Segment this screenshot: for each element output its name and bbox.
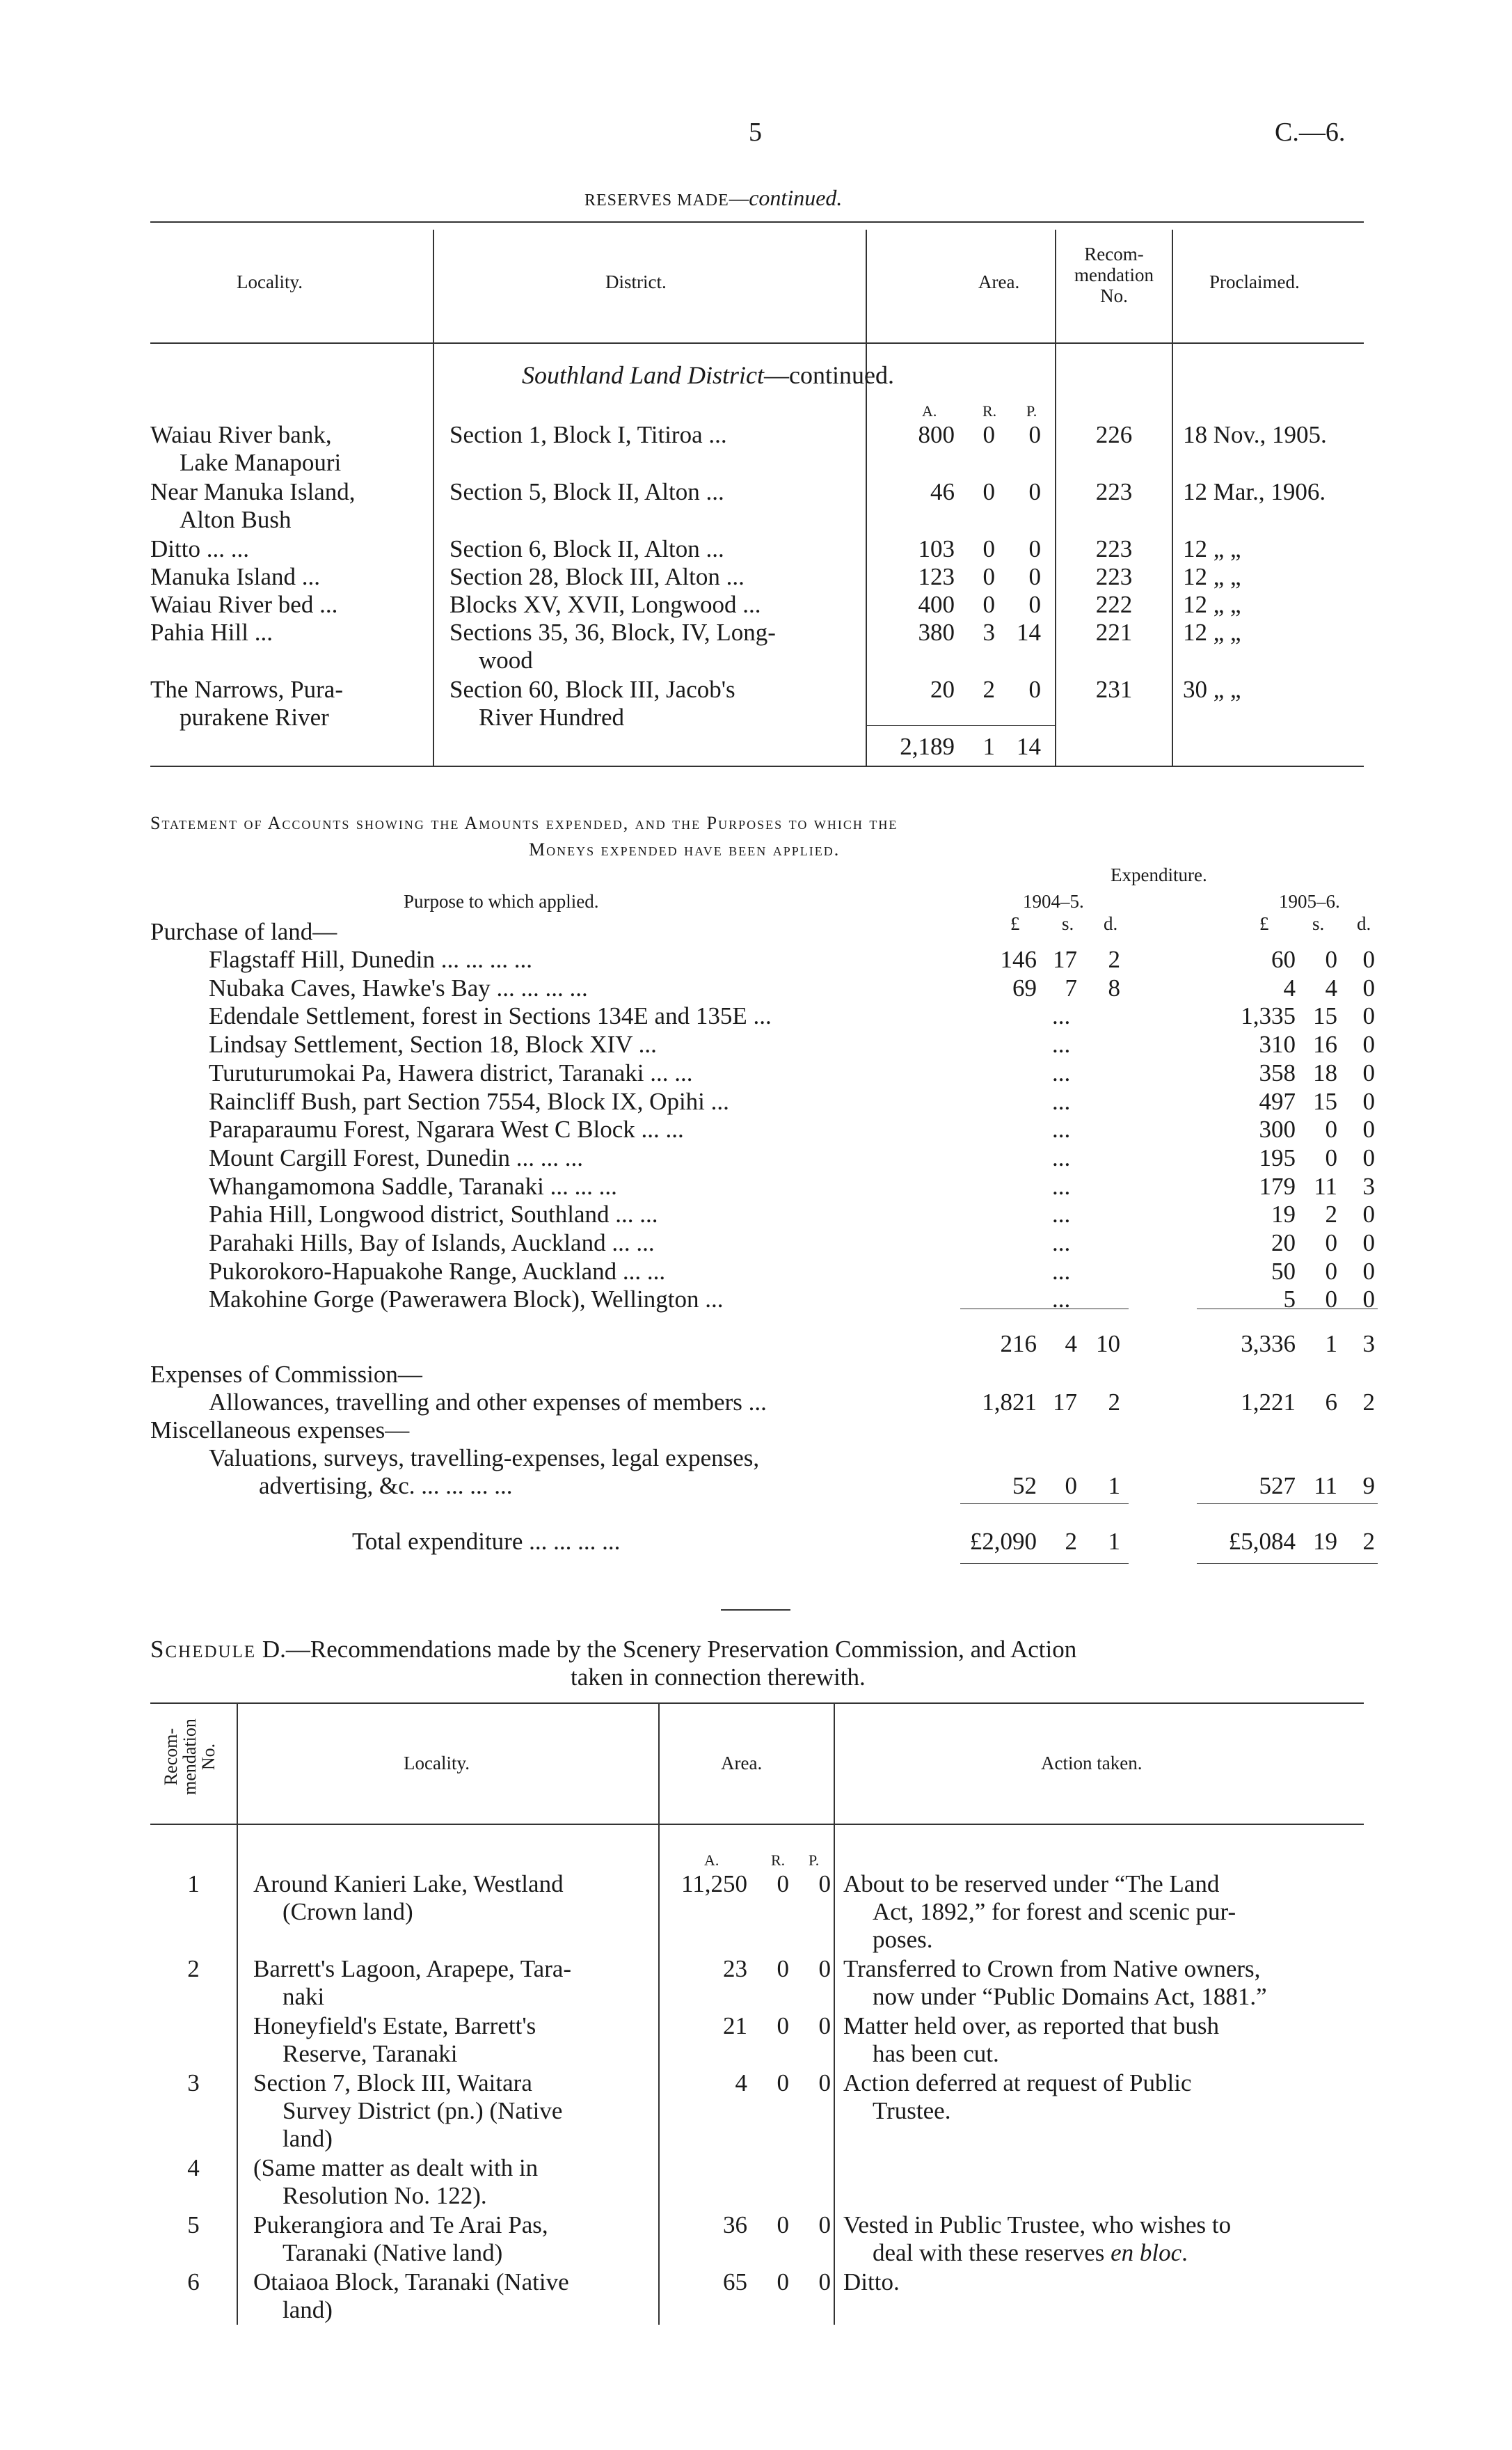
purchase-item-label: Raincliff Bush, part Section 7554, Block IX, Opihi ...	[209, 1087, 729, 1115]
expenditure-1905-6-pence: 0	[1362, 946, 1375, 973]
schedule-d-title-line2: taken in connection therewith.	[571, 1663, 866, 1691]
reserve-district: Section 28, Block III, Alton ...	[449, 563, 745, 590]
commission-1904-5-shillings: 17	[1053, 1389, 1077, 1416]
reserve-area-perches: 0	[1028, 676, 1041, 703]
reserve-area-acres: 400	[918, 591, 955, 618]
schedule-locality: Survey District (pn.) (Native	[282, 2097, 563, 2124]
reserve-district: Section 1, Block I, Titiroa ...	[449, 421, 727, 448]
document-reference: C.—6.	[1275, 118, 1346, 147]
column-divider	[433, 230, 434, 766]
column-header-recommendation-no: Recom- mendation No.	[161, 1718, 218, 1795]
expenditure-1905-6-shillings: 0	[1325, 1144, 1337, 1171]
reserve-locality: Manuka Island ...	[150, 563, 320, 590]
reserve-area-acres: 123	[918, 563, 955, 590]
schedule-area-roods: 0	[777, 2211, 789, 2238]
expenditure-1905-6-pounds: 60	[1271, 946, 1296, 973]
currency-unit-label: s.	[1062, 913, 1074, 934]
action-text: deal with these reserves	[873, 2239, 1111, 2266]
schedule-action-taken: Vested in Public Trustee, who wishes to	[843, 2211, 1232, 2238]
reserve-area-total-roods: 1	[982, 733, 995, 760]
reserve-proclaimed: 12 „ „	[1183, 591, 1241, 618]
currency-unit-label: d.	[1357, 913, 1371, 934]
reserve-area-acres: 46	[930, 478, 955, 505]
expenditure-1905-6-shillings: 0	[1325, 1257, 1337, 1285]
purchase-of-land-heading: Purchase of land—	[150, 918, 337, 945]
section-separator	[721, 1609, 790, 1611]
reserve-recommendation-no: 223	[1095, 535, 1133, 562]
currency-unit-label: £	[1259, 913, 1269, 934]
schedule-area-roods: 0	[777, 1955, 789, 1982]
expenditure-1905-6-shillings: 4	[1325, 974, 1337, 1002]
purchase-subtotal-1904-5-pence: 10	[1096, 1330, 1120, 1357]
reserve-district: Blocks XV, XVII, Longwood ...	[449, 591, 761, 618]
schedule-locality: Taranaki (Native land)	[282, 2239, 503, 2266]
section-heading-continued: —continued.	[764, 361, 894, 389]
reserve-district: Section 5, Block II, Alton ...	[449, 478, 724, 505]
schedule-area-acres: 23	[723, 1955, 747, 1982]
expenditure-1904-5-blank: ...	[1052, 1172, 1071, 1200]
reserve-area-roods: 0	[982, 591, 995, 618]
schedule-action-taken: Act, 1892,” for forest and scenic pur-	[873, 1898, 1236, 1925]
reserve-district: Sections 35, 36, Block, IV, Long-	[449, 619, 776, 646]
schedule-locality: land)	[282, 2125, 333, 2152]
schedule-locality: Barrett's Lagoon, Arapepe, Tara-	[253, 1955, 572, 1982]
expenditure-1905-6-shillings: 18	[1313, 1059, 1337, 1086]
column-divider	[866, 230, 867, 766]
purchase-item-label: Flagstaff Hill, Dunedin ... ... ... ...	[209, 946, 533, 973]
column-header-locality: Locality.	[237, 271, 303, 292]
schedule-area-perches: 0	[818, 1870, 831, 1897]
area-unit-label: P.	[809, 1851, 820, 1869]
purpose-header: Purpose to which applied.	[404, 891, 599, 912]
miscellaneous-line2: advertising, &c. ... ... ... ...	[259, 1472, 513, 1499]
schedule-action-taken: Action deferred at request of Public	[843, 2069, 1192, 2096]
expenditure-1905-6-shillings: 11	[1314, 1172, 1337, 1200]
reserve-area-perches: 0	[1028, 535, 1041, 562]
reserve-recommendation-no: 223	[1095, 563, 1133, 590]
commission-1904-5-pence: 2	[1108, 1389, 1120, 1416]
expenditure-1905-6-pence: 0	[1362, 1031, 1375, 1059]
expenditure-1905-6-pence: 0	[1362, 1286, 1375, 1313]
column-header-action: Action taken.	[1041, 1753, 1143, 1773]
reserve-area-acres: 20	[930, 676, 955, 703]
reserve-locality: Lake Manapouri	[180, 449, 342, 476]
expenditure-1904-5-shillings: 7	[1065, 974, 1077, 1002]
schedule-action-taken: poses.	[873, 1926, 933, 1953]
expenditure-1905-6-pence: 0	[1362, 1257, 1375, 1285]
reserve-proclaimed: 12 Mar., 1906.	[1183, 478, 1326, 505]
expenditure-1904-5-pence: 8	[1108, 974, 1120, 1002]
schedule-locality: Around Kanieri Lake, Westland	[253, 1870, 564, 1897]
schedule-area-roods: 0	[777, 2012, 789, 2039]
total-1904-5-pounds: £2,090	[969, 1528, 1037, 1555]
total-rule-1904	[960, 1503, 1129, 1504]
reserve-area-acres: 800	[918, 421, 955, 448]
reserve-proclaimed: 30 „ „	[1183, 676, 1241, 703]
schedule-area-acres: 36	[723, 2211, 747, 2238]
reserve-proclaimed: 12 „ „	[1183, 563, 1241, 590]
expenditure-header: Expenditure.	[1111, 864, 1207, 885]
reserve-area-total-perches: 14	[1017, 733, 1041, 760]
area-total-rule	[866, 725, 1055, 726]
schedule-action-taken	[873, 2238, 1188, 2267]
expenditure-1905-6-shillings: 0	[1325, 946, 1337, 973]
reserve-locality: The Narrows, Pura-	[150, 676, 343, 703]
commission-heading: Expenses of Commission—	[150, 1361, 422, 1388]
reserve-locality: Alton Bush	[180, 506, 292, 533]
currency-unit-label: d.	[1104, 913, 1118, 934]
expenditure-1905-6-pence: 0	[1362, 1229, 1375, 1256]
reserve-recommendation-no: 221	[1095, 619, 1133, 646]
schedule-top-rule	[150, 1702, 1364, 1704]
year-header-1905: 1905–6.	[1279, 891, 1340, 912]
schedule-d-title-caps: Schedule	[150, 1636, 257, 1663]
column-header-recommendation: Recom- mendation No.	[1074, 244, 1154, 306]
expenditure-1905-6-shillings: 0	[1325, 1286, 1337, 1313]
purchase-item-label: Pahia Hill, Longwood district, Southland ... ...	[209, 1201, 658, 1228]
schedule-locality: land)	[282, 2296, 333, 2323]
page-number: 5	[749, 118, 762, 147]
purchase-subtotal-1905-6-shillings: 1	[1325, 1330, 1337, 1357]
schedule-area-acres: 11,250	[681, 1870, 747, 1897]
column-header-proclaimed: Proclaimed.	[1209, 271, 1300, 292]
column-divider	[834, 1702, 835, 2325]
reserves-title-suffix: —continued.	[729, 185, 843, 210]
reserve-area-total-acres: 2,189	[900, 733, 955, 760]
schedule-area-perches: 0	[818, 2268, 831, 2295]
schedule-locality: Reserve, Taranaki	[282, 2040, 458, 2067]
schedule-d-title-rest: D.—Recommendations made by the Scenery Preservation Commission, and Action	[256, 1636, 1077, 1663]
year-header-1904: 1904–5.	[1023, 891, 1084, 912]
total-1905-6-pounds: £5,084	[1228, 1528, 1296, 1555]
purchase-subtotal-1904-5-shillings: 4	[1065, 1330, 1077, 1357]
schedule-area-acres: 21	[723, 2012, 747, 2039]
total-rule-1905	[1197, 1503, 1378, 1504]
schedule-area-roods: 0	[777, 2069, 789, 2096]
expenditure-1905-6-shillings: 0	[1325, 1116, 1337, 1144]
column-header-area: Area.	[721, 1753, 763, 1773]
commission-1905-6-pence: 2	[1362, 1389, 1375, 1416]
schedule-recommendation-no: 4	[187, 2154, 200, 2181]
column-header-area: Area.	[978, 271, 1020, 292]
schedule-action-taken: Trustee.	[873, 2097, 951, 2124]
reserve-area-roods: 0	[982, 535, 995, 562]
schedule-locality: Section 7, Block III, Waitara	[253, 2069, 532, 2096]
purchase-item-label: Makohine Gorge (Pawerawera Block), Wellington ...	[209, 1286, 724, 1313]
schedule-action-taken: About to be reserved under “The Land	[843, 1870, 1220, 1897]
miscellaneous-1905-6-shillings: 11	[1314, 1472, 1337, 1499]
column-header-district: District.	[605, 271, 667, 292]
action-text-italic: en bloc	[1111, 2239, 1182, 2266]
expenditure-1905-6-pounds: 195	[1259, 1144, 1296, 1171]
expenditure-1905-6-pounds: 50	[1271, 1257, 1296, 1285]
reserve-area-perches: 0	[1028, 563, 1041, 590]
schedule-area-roods: 0	[777, 1870, 789, 1897]
schedule-action-taken: Ditto.	[843, 2268, 900, 2295]
expenditure-1904-5-blank: ...	[1052, 1059, 1071, 1086]
reserve-district: Section 60, Block III, Jacob's	[449, 676, 735, 703]
purchase-subtotal-1905-6-pence: 3	[1362, 1330, 1375, 1357]
reserve-recommendation-no: 231	[1095, 676, 1133, 703]
expenditure-1904-5-blank: ...	[1052, 1257, 1071, 1285]
total-double-rule-1904	[960, 1563, 1129, 1564]
expenditure-1905-6-pounds: 300	[1259, 1116, 1296, 1144]
expenditure-1905-6-shillings: 2	[1325, 1201, 1337, 1228]
schedule-area-roods: 0	[777, 2268, 789, 2295]
reserve-area-perches: 0	[1028, 591, 1041, 618]
expenditure-1905-6-pence: 0	[1362, 1116, 1375, 1144]
accounts-title-line1: Statement of Accounts showing the Amounts expended, and the Purposes to which the	[150, 813, 898, 833]
miscellaneous-1904-5-pence: 1	[1108, 1472, 1120, 1499]
schedule-action-taken: now under “Public Domains Act, 1881.”	[873, 1983, 1267, 2010]
schedule-action-taken: has been cut.	[873, 2040, 999, 2067]
total-double-rule-1905	[1197, 1563, 1378, 1564]
expenditure-1905-6-pounds: 4	[1283, 974, 1296, 1002]
reserve-area-roods: 0	[982, 563, 995, 590]
area-unit-label: A.	[922, 402, 937, 420]
expenditure-1904-5-blank: ...	[1052, 1031, 1071, 1059]
expenditure-1905-6-pounds: 358	[1259, 1059, 1296, 1086]
reserve-locality: Ditto ... ...	[150, 535, 249, 562]
purchase-item-label: Lindsay Settlement, Section 18, Block XIV ...	[209, 1031, 657, 1059]
schedule-area-acres: 65	[723, 2268, 747, 2295]
schedule-locality: (Crown land)	[282, 1898, 413, 1925]
reserve-proclaimed: 18 Nov., 1905.	[1183, 421, 1327, 448]
commission-1905-6-pounds: 1,221	[1241, 1389, 1296, 1416]
total-1905-6-pence: 2	[1362, 1528, 1375, 1555]
expenditure-1905-6-pence: 0	[1362, 1059, 1375, 1086]
expenditure-1904-5-pounds: 146	[1000, 946, 1037, 973]
schedule-area-perches: 0	[818, 2211, 831, 2238]
schedule-action-taken: Matter held over, as reported that bush	[843, 2012, 1219, 2039]
column-divider	[1172, 230, 1173, 766]
reserve-district: Section 6, Block II, Alton ...	[449, 535, 724, 562]
purchase-subtotal-1905-6-pounds: 3,336	[1241, 1330, 1296, 1357]
table-bottom-rule	[150, 766, 1364, 767]
expenditure-1905-6-pounds: 179	[1259, 1172, 1296, 1200]
schedule-locality: (Same matter as dealt with in	[253, 2154, 539, 2181]
reserve-district: River Hundred	[479, 704, 624, 731]
purchase-item-label: Paraparaumu Forest, Ngarara West C Block ... ...	[209, 1116, 684, 1144]
commission-1905-6-shillings: 6	[1325, 1389, 1337, 1416]
schedule-header-bottom-rule	[150, 1824, 1364, 1825]
expenditure-1904-5-pence: 2	[1108, 946, 1120, 973]
reserve-proclaimed: 12 „ „	[1183, 535, 1241, 562]
miscellaneous-1904-5-shillings: 0	[1065, 1472, 1077, 1499]
miscellaneous-1905-6-pence: 9	[1362, 1472, 1375, 1499]
schedule-d-title-line1	[150, 1636, 1076, 1663]
expenditure-1905-6-pounds: 1,335	[1241, 1002, 1296, 1030]
expenditure-1904-5-blank: ...	[1052, 1144, 1071, 1171]
expenditure-1905-6-pounds: 19	[1271, 1201, 1296, 1228]
expenditure-1905-6-pence: 3	[1362, 1172, 1375, 1200]
expenditure-1905-6-pounds: 5	[1283, 1286, 1296, 1313]
reserve-recommendation-no: 226	[1095, 421, 1133, 448]
reserve-locality: Near Manuka Island,	[150, 478, 356, 505]
expenditure-1905-6-pence: 0	[1362, 1144, 1375, 1171]
expenditure-1905-6-pence: 0	[1362, 1002, 1375, 1030]
reserve-recommendation-no: 223	[1095, 478, 1133, 505]
reserve-area-perches: 0	[1028, 421, 1041, 448]
reserve-area-perches: 0	[1028, 478, 1041, 505]
table-top-rule	[150, 221, 1364, 223]
column-divider	[237, 1702, 238, 2325]
commission-1904-5-pounds: 1,821	[982, 1389, 1037, 1416]
miscellaneous-line1: Valuations, surveys, travelling-expenses, legal expenses,	[209, 1444, 760, 1471]
expenditure-1905-6-shillings: 0	[1325, 1229, 1337, 1256]
section-heading	[522, 361, 894, 390]
reserve-area-roods: 2	[982, 676, 995, 703]
column-divider	[658, 1702, 660, 2325]
header-bottom-rule	[150, 342, 1364, 344]
section-heading-district: Southland Land District	[522, 361, 765, 389]
area-unit-label: R.	[771, 1851, 786, 1869]
schedule-action-taken: Transferred to Crown from Native owners,	[843, 1955, 1261, 1982]
total-1904-5-shillings: 2	[1065, 1528, 1077, 1555]
schedule-locality: Otaiaoa Block, Taranaki (Native	[253, 2268, 569, 2295]
schedule-area-acres: 4	[735, 2069, 747, 2096]
schedule-locality: naki	[282, 1983, 325, 2010]
schedule-locality: Honeyfield's Estate, Barrett's	[253, 2012, 536, 2039]
expenditure-1904-5-shillings: 17	[1053, 946, 1077, 973]
expenditure-1905-6-pence: 0	[1362, 1087, 1375, 1115]
expenditure-1904-5-blank: ...	[1052, 1201, 1071, 1228]
purchase-subtotal-1904-5-pounds: 216	[1000, 1330, 1037, 1357]
currency-unit-label: £	[1010, 913, 1020, 934]
expenditure-1904-5-blank: ...	[1052, 1116, 1071, 1144]
expenditure-1905-6-shillings: 16	[1313, 1031, 1337, 1059]
purchase-item-label: Turuturumokai Pa, Hawera district, Taranaki ... ...	[209, 1059, 693, 1086]
schedule-area-perches: 0	[818, 2069, 831, 2096]
commission-allowances-label: Allowances, travelling and other expenses of members ...	[209, 1389, 767, 1416]
area-unit-label: R.	[982, 402, 997, 420]
reserve-area-perches: 14	[1017, 619, 1041, 646]
expenditure-1904-5-pounds: 69	[1012, 974, 1037, 1002]
reserves-title	[584, 185, 842, 211]
reserve-locality: purakene River	[180, 704, 329, 731]
purchase-item-label: Whangamomona Saddle, Taranaki ... ... ...	[209, 1172, 617, 1200]
currency-unit-label: s.	[1312, 913, 1325, 934]
miscellaneous-1905-6-pounds: 527	[1259, 1472, 1296, 1499]
expenditure-1904-5-blank: ...	[1052, 1087, 1071, 1115]
expenditure-1905-6-pence: 0	[1362, 974, 1375, 1002]
area-unit-label: P.	[1026, 402, 1037, 420]
reserve-area-roods: 0	[982, 478, 995, 505]
schedule-recommendation-no: 5	[187, 2211, 200, 2238]
reserve-locality: Waiau River bed ...	[150, 591, 338, 618]
expenditure-1904-5-blank: ...	[1052, 1229, 1071, 1256]
accounts-title-line2: Moneys expended have been applied.	[529, 839, 841, 860]
expenditure-1905-6-pounds: 497	[1259, 1087, 1296, 1115]
reserve-locality: Pahia Hill ...	[150, 619, 273, 646]
miscellaneous-heading: Miscellaneous expenses—	[150, 1416, 410, 1444]
reserve-locality: Waiau River bank,	[150, 421, 332, 448]
purchase-item-label: Mount Cargill Forest, Dunedin ... ... ...	[209, 1144, 583, 1171]
reserve-area-roods: 3	[982, 619, 995, 646]
action-text: .	[1181, 2239, 1188, 2266]
reserve-proclaimed: 12 „ „	[1183, 619, 1241, 646]
purchase-item-label: Pukorokoro-Hapuakohe Range, Auckland ... ...	[209, 1257, 666, 1285]
schedule-recommendation-no: 1	[187, 1870, 200, 1897]
expenditure-1904-5-blank: ...	[1052, 1002, 1071, 1030]
schedule-area-perches: 0	[818, 1955, 831, 1982]
expenditure-1905-6-shillings: 15	[1313, 1002, 1337, 1030]
reserve-area-acres: 103	[918, 535, 955, 562]
reserve-district: wood	[479, 647, 533, 674]
expenditure-1905-6-pounds: 20	[1271, 1229, 1296, 1256]
reserve-area-acres: 380	[918, 619, 955, 646]
reserves-title-main: RESERVES MADE	[584, 191, 729, 210]
reserve-recommendation-no: 222	[1095, 591, 1133, 618]
purchase-item-label: Edendale Settlement, forest in Sections 134E and 135E ...	[209, 1002, 772, 1030]
schedule-recommendation-no: 2	[187, 1955, 200, 1982]
expenditure-1905-6-shillings: 15	[1313, 1087, 1337, 1115]
schedule-area-perches: 0	[818, 2012, 831, 2039]
expenditure-1904-5-blank: ...	[1052, 1286, 1071, 1313]
purchase-item-label: Parahaki Hills, Bay of Islands, Auckland ... ...	[209, 1229, 655, 1256]
purchase-item-label: Nubaka Caves, Hawke's Bay ... ... ... ...	[209, 974, 588, 1002]
total-1904-5-pence: 1	[1108, 1528, 1120, 1555]
expenditure-1905-6-pence: 0	[1362, 1201, 1375, 1228]
reserve-area-roods: 0	[982, 421, 995, 448]
expenditure-1905-6-pounds: 310	[1259, 1031, 1296, 1059]
total-expenditure-label: Total expenditure ... ... ... ...	[352, 1528, 621, 1555]
column-header-locality: Locality.	[404, 1753, 470, 1773]
schedule-recommendation-no: 6	[187, 2268, 200, 2295]
area-unit-label: A.	[704, 1851, 719, 1869]
total-1905-6-shillings: 19	[1313, 1528, 1337, 1555]
schedule-recommendation-no: 3	[187, 2069, 200, 2096]
schedule-locality: Resolution No. 122).	[282, 2182, 487, 2209]
schedule-locality: Pukerangiora and Te Arai Pas,	[253, 2211, 548, 2238]
miscellaneous-1904-5-pounds: 52	[1012, 1472, 1037, 1499]
